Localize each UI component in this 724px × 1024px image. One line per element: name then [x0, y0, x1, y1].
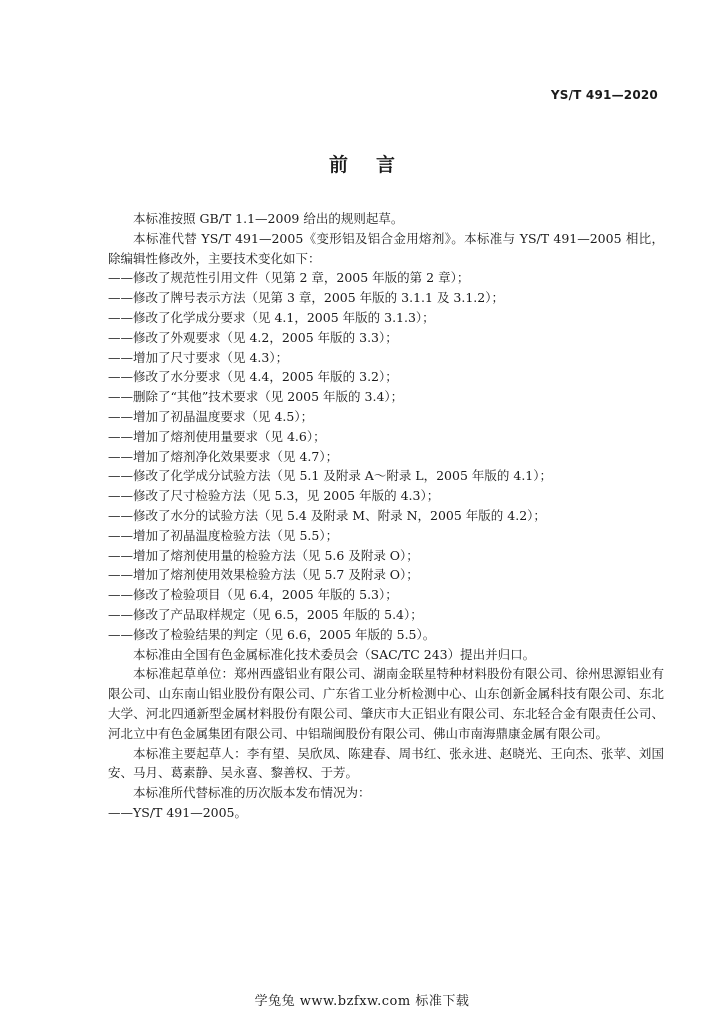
change-item: ——修改了检验项目（见 6.4，2005 年版的 5.3）； [108, 587, 398, 603]
standard-code: YS/T 491—2020 [550, 88, 658, 102]
change-item: ——增加了尺寸要求（见 4.3）； [108, 349, 289, 365]
change-item: ——修改了规范性引用文件（见第 2 章，2005 年版的第 2 章）； [108, 270, 470, 286]
change-item: ——修改了水分的试验方法（见 5.4 及附录 M、附录 N，2005 年版的 4.2）； [108, 507, 546, 523]
change-item: ——修改了牌号表示方法（见第 3 章，2005 年版的 3.1.1 及 3.1.2）； [108, 290, 504, 306]
document-body [108, 209, 664, 823]
drafters-paragraph: 本标准主要起草人：李有望、吴欣凤、陈建春、周书红、张永进、赵晓光、王向杰、张苹、刘国安、马月、葛素静、吴永喜、黎善权、于芳。 [108, 745, 664, 781]
change-item: ——修改了水分要求（见 4.4，2005 年版的 3.2）； [108, 369, 398, 385]
change-item: ——修改了化学成分试验方法（见 5.1 及附录 A～附录 L，2005 年版的 4.1）； [108, 468, 552, 484]
change-item: ——增加了初晶温度要求（见 4.5）； [108, 408, 314, 424]
drafting-units-paragraph: 本标准起草单位：郑州西盛铝业有限公司、湖南金联星特种材料股份有限公司、徐州思源铝业有限公司、山东南山铝业股份有限公司、广东省工业分析检测中心、山东创新金属科技有限公司、东北大学、河北四通新型金属材料股份有限公司、肇庆市大正铝业有限公司、东北轻合金有限责任公司、河北立中有色金属集团有限公司、中铝瑞闽股份有限公司、佛山市南海鼎康金属有限公司。 [108, 666, 664, 741]
history-intro-paragraph: 本标准所代替标准的历次版本发布情况为： [133, 785, 371, 801]
change-item: ——修改了化学成分要求（见 4.1，2005 年版的 3.1.3）； [108, 309, 435, 325]
change-item: ——修改了检验结果的判定（见 6.6，2005 年版的 5.5）。 [108, 626, 436, 642]
change-item: ——增加了熔剂使用量要求（见 4.6）； [108, 428, 326, 444]
change-item: ——增加了熔剂使用效果检验方法（见 5.7 及附录 O）； [108, 567, 419, 583]
change-item: ——增加了熔剂使用量的检验方法（见 5.6 及附录 O）； [108, 547, 419, 563]
change-item: ——修改了尺寸检验方法（见 5.3，见 2005 年版的 4.3）； [108, 488, 440, 504]
change-item: ——删除了“其他”技术要求（见 2005 年版的 3.4）； [108, 389, 404, 405]
committee-paragraph: 本标准由全国有色金属标准化技术委员会（SAC/TC 243）提出并归口。 [133, 646, 536, 662]
change-item: ——修改了外观要求（见 4.2，2005 年版的 3.3）； [108, 329, 398, 345]
page-title: 前言 [328, 154, 423, 176]
footer-watermark: 学兔兔 www.bzfxw.com 标准下载 [254, 994, 470, 1009]
change-item: ——增加了初晶温度检验方法（见 5.5）； [108, 527, 339, 543]
intro-paragraph: 本标准按照 GB/T 1.1—2009 给出的规则起草。 [133, 211, 404, 226]
intro-paragraph: 本标准代替 YS/T 491—2005《变形铝及铝合金用熔剂》。本标准与 YS/T 491—2005 相比，除编辑性修改外，主要技术变化如下： [108, 230, 664, 266]
history-item: ——YS/T 491—2005。 [108, 804, 248, 820]
change-item: ——增加了熔剂净化效果要求（见 4.7）； [108, 448, 339, 464]
change-item: ——修改了产品取样规定（见 6.5，2005 年版的 5.4）； [108, 606, 423, 622]
